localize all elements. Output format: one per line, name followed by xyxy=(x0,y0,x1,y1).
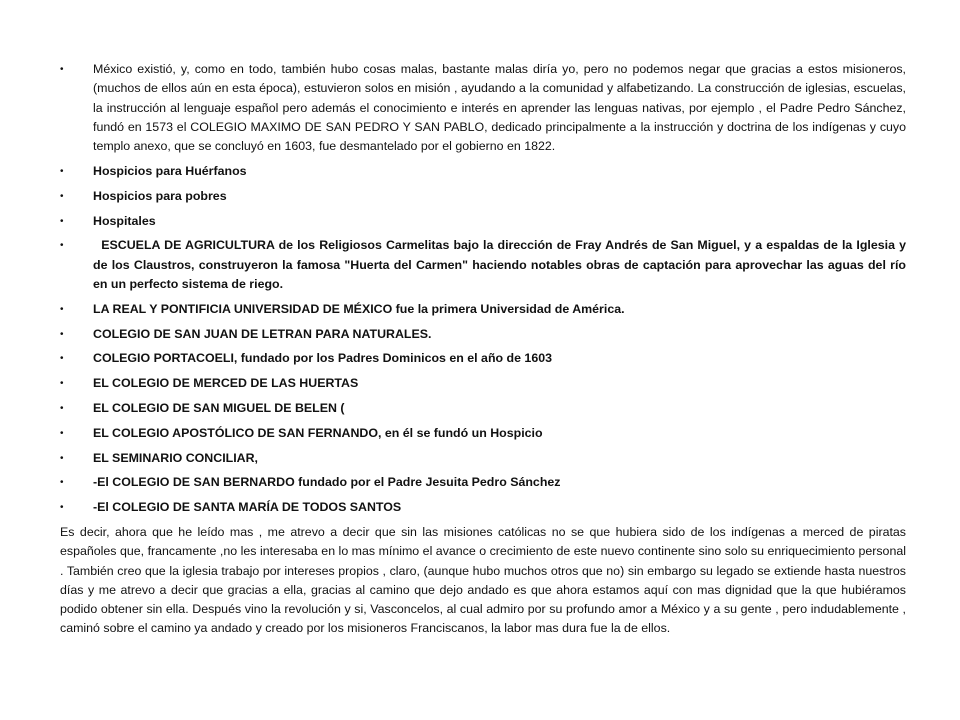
bullet-item xyxy=(60,473,906,492)
bullet-icon: • xyxy=(60,353,64,365)
bullet-icon: • xyxy=(60,64,64,75)
bullet-item xyxy=(60,498,906,517)
bullet-item xyxy=(60,349,906,368)
bullet-text: Hospitales xyxy=(93,213,156,228)
bullet-item xyxy=(60,374,906,393)
closing-paragraph: Es decir, ahora que he leído mas , me atrevo a decir que sin las misiones católicas no se que hubiera sido de los indígenas a merced de piratas españoles que, francamente ,no les interesaba en lo mas mínimo el avance o crecimiento de este nuevo continente sino solo su enriquecimiento personal . También creo que la iglesia trabajo por intereses propios , claro, (aunque hubo muchos otros que no) sin embargo su legado se extiende hasta nuestros días y me atrevo a decir que gracias a ella, gracias al camino que dejo andado es que ahora estamos aquí con mas dignidad que la que hubiéramos podido obtener sin ella. Después vino la revolución y si, Vasconcelos, al cual admiro por su profundo amor a México y a su gente , pero indudablemente , caminó sobre el camino ya andado y creado por los misioneros Franciscanos, la labor mas dura fue la de ellos. xyxy=(60,524,906,636)
bullet-item xyxy=(60,449,906,468)
bullet-item xyxy=(60,424,906,443)
bullet-text: ESCUELA DE AGRICULTURA de los Religiosos Carmelitas bajo la dirección de Fray Andrés de San Miguel, y a espaldas de la Iglesia y de los Claustros, construyeron la famosa "Huerta del Carmen" haciendo notables obras de captación para aprovechar las aguas del río en un perfecto sistema de riego. xyxy=(93,238,910,291)
bullet-text: EL SEMINARIO CONCILIAR, xyxy=(93,450,258,465)
bullet-icon: • xyxy=(60,378,64,390)
bullet-item xyxy=(60,162,906,181)
slide-content xyxy=(60,60,910,651)
bullet-text: -El COLEGIO DE SAN BERNARDO fundado por el Padre Jesuita Pedro Sánchez xyxy=(93,475,561,490)
bullet-text: EL COLEGIO DE SAN MIGUEL DE BELEN ( xyxy=(93,400,345,415)
bullet-text: COLEGIO PORTACOELI, fundado por los Padres Dominicos en el año de 1603 xyxy=(93,351,552,366)
bullet-icon: • xyxy=(60,190,64,202)
bullet-item xyxy=(60,187,906,206)
bullet-icon: • xyxy=(60,328,64,340)
bullet-icon: • xyxy=(60,303,64,315)
bullet-icon: • xyxy=(60,502,64,514)
bullet-text: EL COLEGIO APOSTÓLICO DE SAN FERNANDO, en él se fundó un Hospicio xyxy=(93,425,543,440)
bullet-text: EL COLEGIO DE MERCED DE LAS HUERTAS xyxy=(93,376,359,391)
bullet-text: LA REAL Y PONTIFICIA UNIVERSIDAD DE MÉXICO fue la primera Universidad de América. xyxy=(93,301,625,316)
bullet-item xyxy=(60,300,906,319)
bullet-text: México existió, y, como en todo, también hubo cosas malas, bastante malas diría yo, pero no podemos negar que gracias a estos misioneros, (muchos de ellos aún en esta época), estuvieron solos en misión , ayudando a la comunidad y alfabetizando. La construcción de iglesias, escuelas, la instrucción al lenguaje español pero además el conocimiento e interés en aprender las lenguas nativas, por ejemplo , el Padre Pedro Sánchez, fundó en 1573 el COLEGIO MAXIMO DE SAN PEDRO Y SAN PABLO, dedicado principalmente a la instrucción y doctrina de los indígenas y cuyo templo anexo, que se concluyó en 1603, fue desmantelado por el gobierno en 1822. xyxy=(93,62,906,154)
bullet-list xyxy=(60,60,910,517)
bullet-icon: • xyxy=(60,452,64,464)
bullet-icon: • xyxy=(60,402,64,414)
bullet-icon: • xyxy=(60,240,64,252)
bullet-icon: • xyxy=(60,215,64,227)
bullet-item xyxy=(60,212,906,231)
bullet-text: COLEGIO DE SAN JUAN DE LETRAN PARA NATURALES. xyxy=(93,326,432,341)
bullet-text: Hospicios para Huérfanos xyxy=(93,163,247,178)
bullet-item xyxy=(60,236,910,294)
bullet-icon: • xyxy=(60,477,64,489)
bullet-text: -El COLEGIO DE SANTA MARÍA DE TODOS SANTOS xyxy=(93,500,402,515)
bullet-item xyxy=(60,60,906,156)
bullet-icon: • xyxy=(60,165,64,177)
bullet-item xyxy=(60,325,906,344)
bullet-text: Hospicios para pobres xyxy=(93,188,227,203)
bullet-item xyxy=(60,399,906,418)
bullet-icon: • xyxy=(60,427,64,439)
